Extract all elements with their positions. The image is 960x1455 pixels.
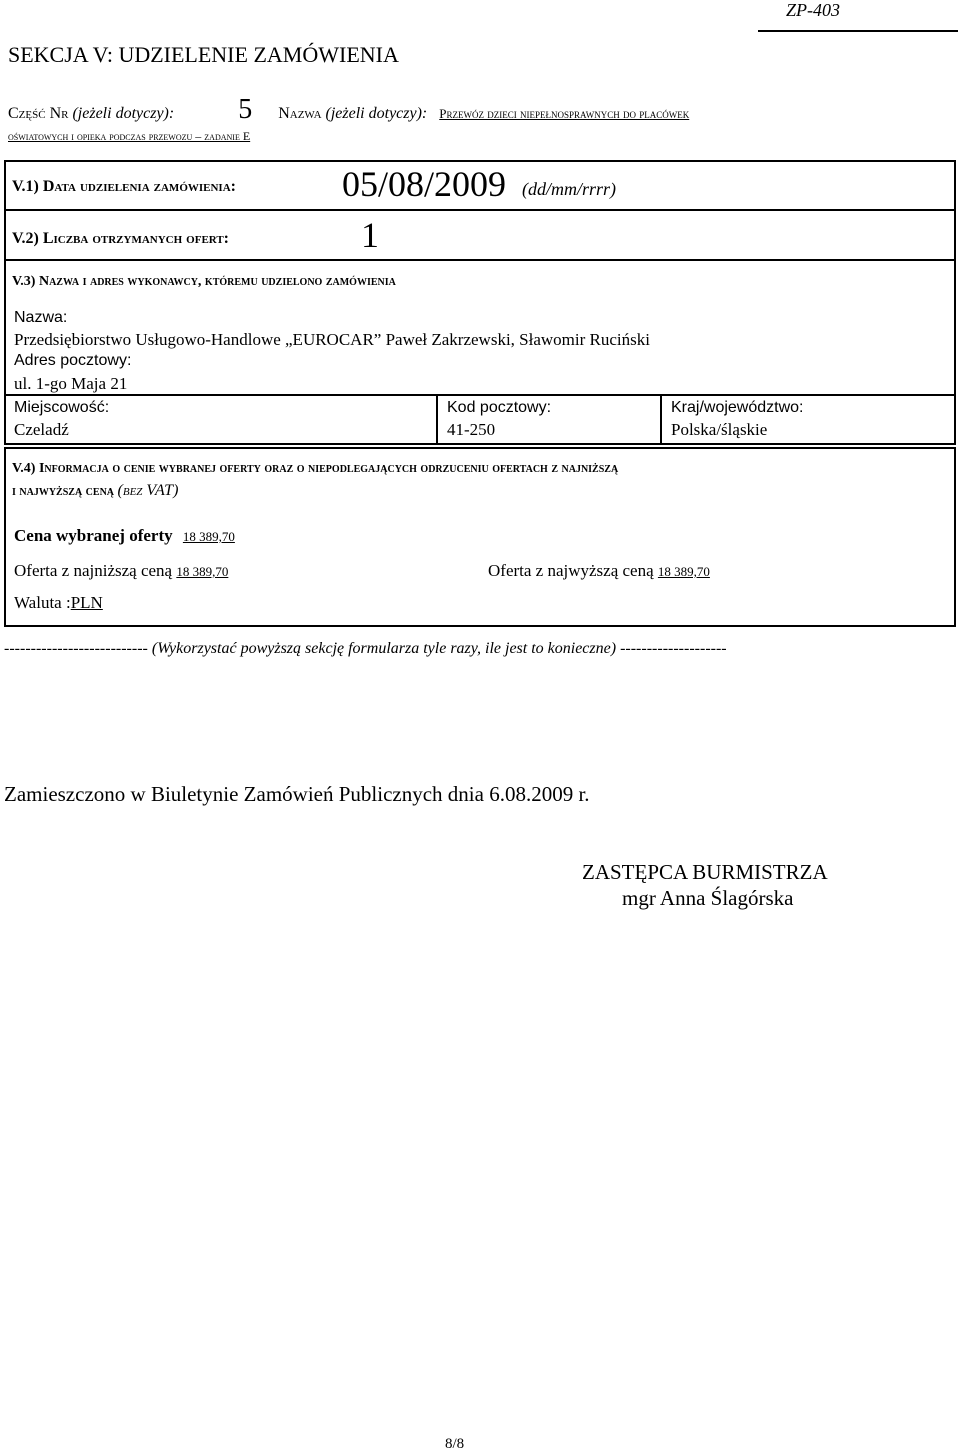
contractor-city-value: Czeladź: [14, 420, 69, 439]
price-heading-line1: V.4) Informacja o cenie wybranej oferty oraz o niepodlegających odrzuceniu ofertach z najniższą: [12, 461, 619, 476]
contractor-heading: V.3) Nazwa i adres wykonawcy, któremu udzielono zamówienia: [12, 274, 396, 289]
highest-price-value: 18 389,70: [657, 564, 710, 579]
offers-count-value: 1: [361, 215, 379, 255]
part-name-note: (jeżeli dotyczy):: [325, 105, 428, 122]
selected-price-label: Cena wybranej oferty: [14, 526, 173, 545]
lowest-price: [14, 561, 228, 581]
repeat-note-text: (Wykorzystać powyższą sekcję formularza tyle razy, ile jest to konieczne): [151, 640, 617, 657]
currency-label: Waluta :: [14, 593, 71, 612]
currency-value: PLN: [70, 593, 103, 612]
contractor-address-label: Adres pocztowy:: [14, 352, 132, 369]
part-number: 5: [238, 94, 253, 125]
price-heading-line2: i najwyższą ceną: [12, 484, 115, 499]
part-label: Część Nr: [8, 105, 69, 122]
part-label-note: (jeżeli dotyczy):: [72, 105, 175, 122]
contractor-name-label: Nazwa:: [14, 309, 68, 326]
selected-price: [14, 526, 235, 546]
award-date-format: (dd/mm/rrrr): [522, 179, 617, 199]
offers-count-label: V.2) Liczba otrzymanych ofert:: [12, 230, 230, 247]
lowest-price-value: 18 389,70: [176, 564, 229, 579]
lowest-price-label: Oferta z najniższą ceną: [14, 561, 173, 580]
contractor-region-value: Polska/śląskie: [671, 420, 768, 439]
dash-right: --------------------: [620, 640, 727, 657]
section-title: SEKCJA V: UDZIELENIE ZAMÓWIENIA: [8, 42, 399, 67]
price-info-heading: [12, 458, 618, 503]
contractor-col-divider: [436, 394, 438, 445]
repeat-section-note: [4, 640, 727, 658]
contractor-col-divider: [660, 394, 662, 445]
form-code: ZP-403: [786, 0, 840, 20]
contractor-name-value: Przedsiębiorstwo Usługowo-Handlowe „EUROCAR” Paweł Zakrzewski, Sławomir Ruciński: [14, 330, 650, 349]
award-date-value: 05/08/2009: [342, 164, 507, 204]
signer-title: ZASTĘPCA BURMISTRZA: [582, 860, 828, 884]
part-name-label: Nazwa: [278, 105, 322, 122]
highest-price-label: Oferta z najwyższą ceną: [488, 561, 654, 580]
selected-price-value: 18 389,70: [182, 529, 235, 544]
contractor-city-label: Miejscowość:: [14, 399, 110, 416]
part-line: [8, 94, 689, 126]
header-rule: [758, 30, 958, 32]
highest-price: [488, 561, 710, 581]
page-number: 8/8: [445, 1436, 465, 1452]
contractor-address-value: ul. 1-go Maja 21: [14, 374, 128, 393]
contractor-row-divider: [4, 394, 956, 396]
contractor-region-label: Kraj/województwo:: [671, 399, 804, 416]
contractor-postal-label: Kod pocztowy:: [447, 399, 552, 416]
contractor-postal-value: 41-250: [447, 420, 496, 439]
price-heading-note: (bez VAT): [117, 482, 179, 499]
currency: [14, 593, 103, 613]
publication-note: Zamieszczono w Biuletynie Zamówień Publicznych dnia 6.08.2009 r.: [4, 782, 590, 806]
part-name-value-continued: oświatowych i opieka podczas przewozu – zadanie E: [8, 129, 251, 143]
award-date-label: V.1) Data udzielenia zamówienia:: [12, 178, 236, 195]
part-name-value: Przewóz dzieci niepełnosprawnych do placówek: [439, 106, 690, 121]
signer-name: mgr Anna Ślagórska: [622, 886, 794, 910]
dash-left: ---------------------------: [4, 640, 148, 657]
